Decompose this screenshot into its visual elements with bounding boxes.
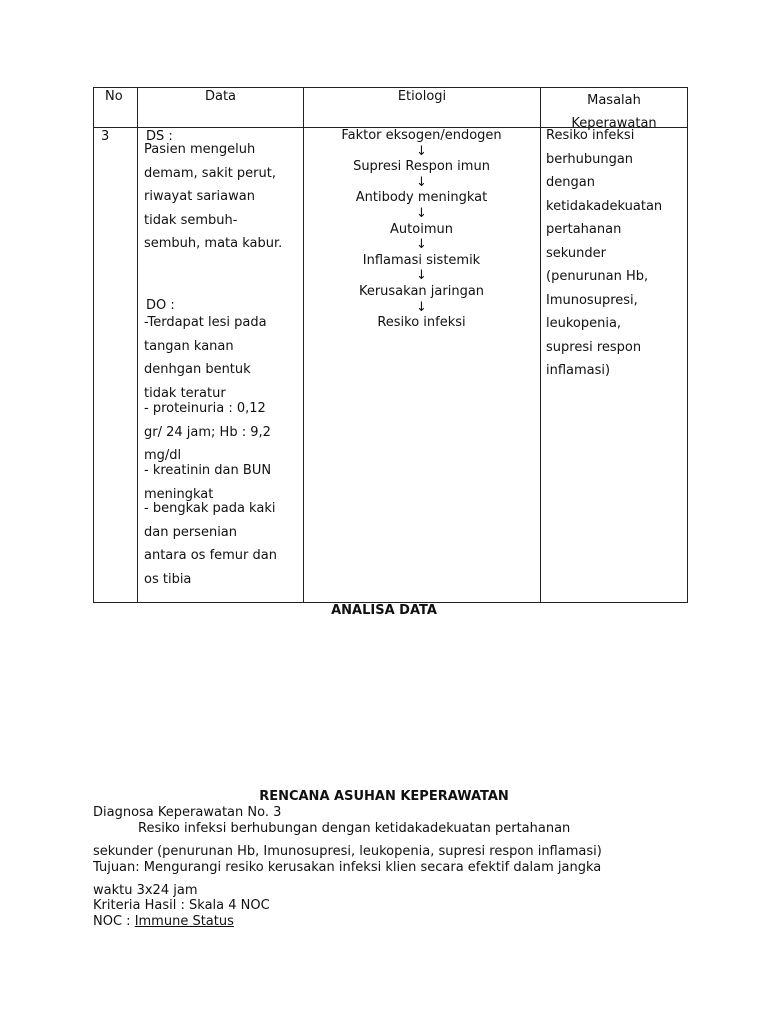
kriteria-hasil: Kriteria Hasil : Skala 4 NOC <box>93 898 270 913</box>
ds-line: Pasien mengeluh <box>144 142 256 157</box>
etiologi-step: Supresi Respon imun <box>353 159 490 175</box>
header-data: Data <box>204 89 237 104</box>
down-arrow-icon: ↓ <box>416 299 427 315</box>
ds-line: tidak sembuh- <box>144 212 238 228</box>
diagnosa-label: Diagnosa Keperawatan No. 3 <box>93 805 282 820</box>
noc-label: NOC : <box>93 914 135 929</box>
masalah-line: inflamasi) <box>546 363 611 378</box>
analisa-data-title: ANALISA DATA <box>331 603 437 618</box>
do-line: gr/ 24 jam; Hb : 9,2 <box>144 424 271 440</box>
etiologi-step: Inflamasi sistemik <box>362 252 481 268</box>
masalah-line: (penurunan Hb, <box>546 269 649 284</box>
down-arrow-icon: ↓ <box>416 143 427 159</box>
do-line: - bengkak pada kaki <box>144 501 276 516</box>
do-line: tidak teratur <box>144 385 226 401</box>
do-line: - proteinuria : 0,12 <box>144 401 266 416</box>
do-line: tangan kanan <box>144 338 234 354</box>
ds-line: riwayat sariawan <box>144 189 255 204</box>
etiologi-step: Kerusakan jaringan <box>358 283 485 299</box>
rencana-title: RENCANA ASUHAN KEPERAWATAN <box>259 789 509 804</box>
do-item <box>144 397 271 468</box>
analisa-data-table <box>93 87 688 603</box>
noc-value: Immune Status <box>134 914 234 929</box>
tujuan-line: Tujuan: Mengurangi resiko kerusakan infeksi klien secara efektif dalam jangka <box>93 860 602 875</box>
etiologi-step: Resiko infeksi <box>377 315 466 331</box>
header-etiologi: Etiologi <box>397 89 447 104</box>
masalah-line: leukopenia, <box>546 316 622 331</box>
etiologi-step: Faktor eksogen/endogen <box>341 128 502 143</box>
masalah-line: sekunder <box>546 245 606 261</box>
tujuan-line: waktu 3x24 jam <box>93 883 198 898</box>
do-line: mg/dl <box>144 448 182 463</box>
noc-line <box>93 914 234 929</box>
do-item <box>144 497 277 591</box>
masalah-line: supresi respon <box>546 339 642 355</box>
do-line: os tibia <box>144 571 192 587</box>
ds-label: DS : <box>146 129 173 144</box>
diagnosa-line: sekunder (penurunan Hb, Imunosupresi, leukopenia, supresi respon inflamasi) <box>93 844 602 859</box>
header-no: No <box>105 89 123 104</box>
down-arrow-icon: ↓ <box>416 174 427 190</box>
masalah-line: pertahanan <box>546 222 622 237</box>
do-line: - kreatinin dan BUN <box>144 463 272 478</box>
masalah-line: Imunosupresi, <box>546 292 638 308</box>
masalah-line: berhubungan <box>546 151 634 167</box>
column-divider <box>137 88 138 602</box>
down-arrow-icon: ↓ <box>416 268 427 284</box>
masalah-line: ketidakadekuatan <box>546 198 663 214</box>
header-masalah: Masalah Keperawatan <box>571 93 657 131</box>
do-line: denhgan bentuk <box>144 362 251 377</box>
do-line: -Terdapat lesi pada <box>144 315 267 330</box>
etiologi-step: Antibody meningkat <box>355 190 488 206</box>
do-line: dan persenian <box>144 524 238 540</box>
ds-line: sembuh, mata kabur. <box>144 236 283 251</box>
etiologi-flow <box>304 128 539 331</box>
do-item <box>144 311 267 405</box>
etiologi-step: Autoimun <box>390 221 453 237</box>
masalah-line: Resiko infeksi <box>546 128 635 143</box>
ds-line: demam, sakit perut, <box>144 165 276 181</box>
down-arrow-icon: ↓ <box>416 205 427 221</box>
column-divider <box>540 88 541 602</box>
masalah-text <box>546 124 662 383</box>
do-line: antara os femur dan <box>144 548 277 563</box>
down-arrow-icon: ↓ <box>416 237 427 253</box>
diagnosa-line: Resiko infeksi berhubungan dengan ketidakadekuatan pertahanan <box>138 821 571 836</box>
ds-text <box>144 138 282 256</box>
do-label: DO : <box>146 298 175 313</box>
do-line: meningkat <box>144 486 214 502</box>
row-number: 3 <box>101 129 110 144</box>
masalah-line: dengan <box>546 175 595 190</box>
